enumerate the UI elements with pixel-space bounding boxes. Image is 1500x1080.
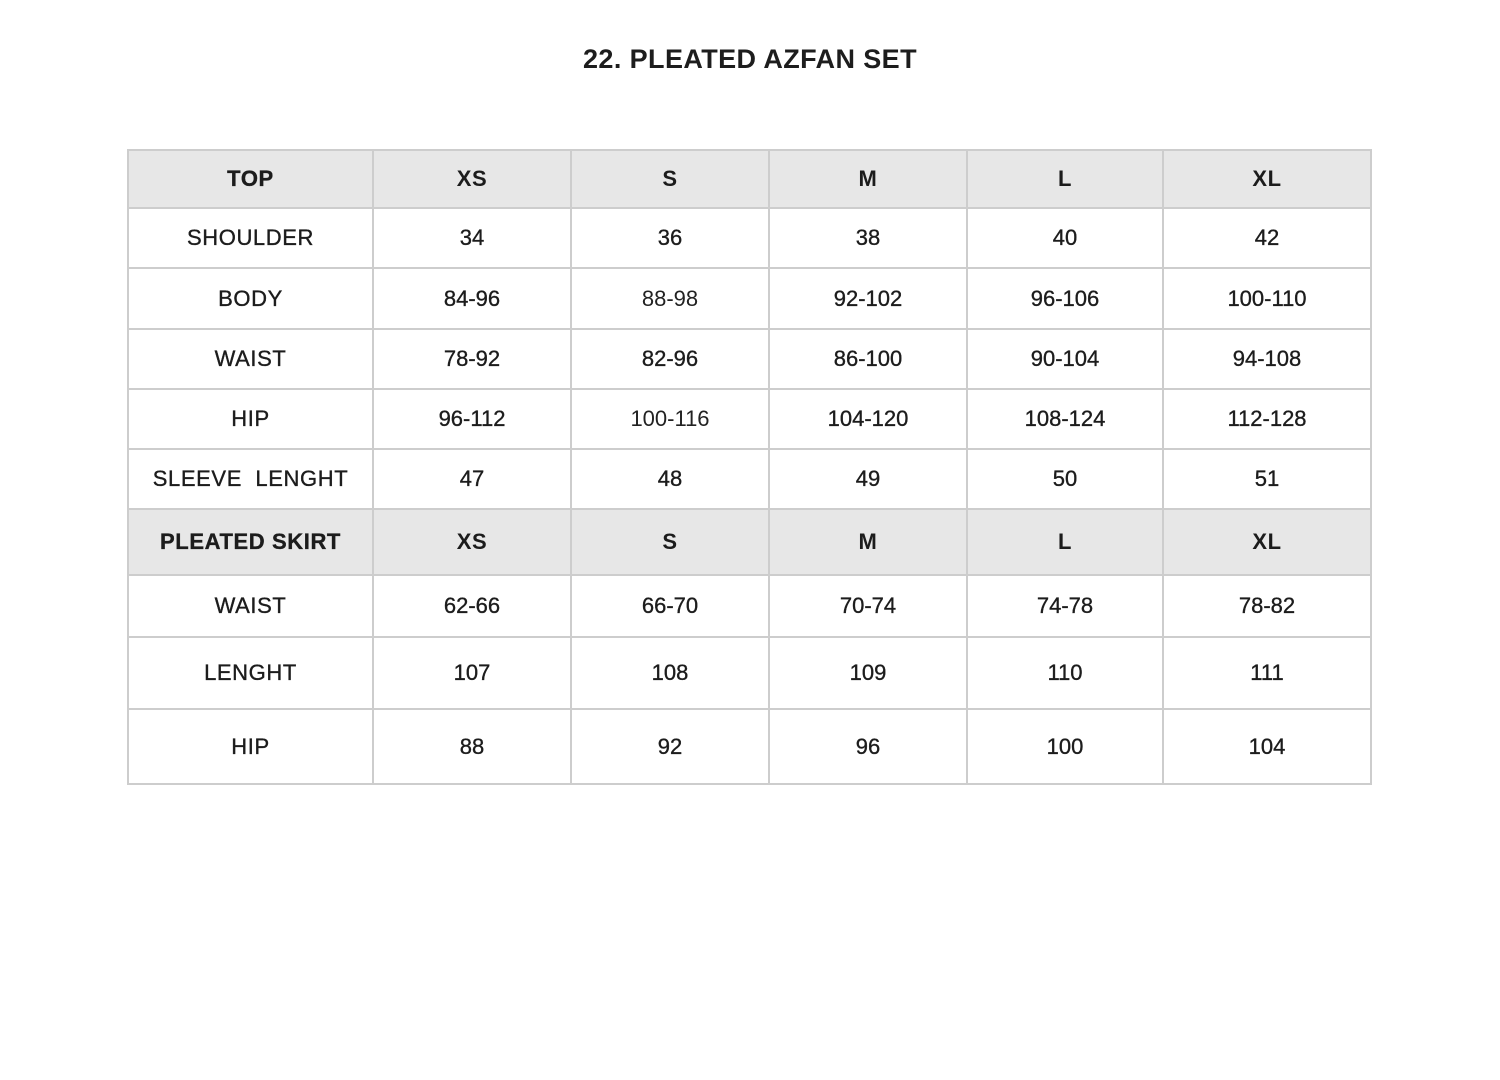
size-chart-table — [127, 149, 1372, 785]
measurement-value-cell: 48 — [571, 449, 769, 509]
measurement-value-cell: 47 — [373, 449, 571, 509]
measurement-value-cell: 96 — [769, 709, 967, 784]
measurement-value-cell: 111 — [1163, 637, 1371, 709]
measurement-value-cell: 38 — [769, 208, 967, 268]
section-header-cell: TOP — [128, 150, 373, 208]
measurement-value-cell: 100 — [967, 709, 1163, 784]
size-header-cell: S — [571, 509, 769, 575]
section-header-row — [128, 150, 1371, 208]
measurement-value-cell: 107 — [373, 637, 571, 709]
size-header-cell: XS — [373, 509, 571, 575]
measurement-value-cell: 100-110 — [1163, 268, 1371, 329]
section-header-cell: PLEATED SKIRT — [128, 509, 373, 575]
size-chart-body — [128, 150, 1371, 784]
measurement-label-cell: HIP — [128, 389, 373, 449]
measurement-value-cell: 88-98 — [571, 268, 769, 329]
size-header-cell: L — [967, 150, 1163, 208]
measurement-row — [128, 449, 1371, 509]
measurement-value-cell: 94-108 — [1163, 329, 1371, 389]
page-title: 22. PLEATED AZFAN SET — [583, 44, 917, 74]
measurement-value-cell: 78-92 — [373, 329, 571, 389]
measurement-row — [128, 637, 1371, 709]
measurement-value-cell: 40 — [967, 208, 1163, 268]
measurement-value-cell: 82-96 — [571, 329, 769, 389]
size-header-cell: XL — [1163, 509, 1371, 575]
measurement-value-cell: 90-104 — [967, 329, 1163, 389]
measurement-value-cell: 36 — [571, 208, 769, 268]
measurement-value-cell: 112-128 — [1163, 389, 1371, 449]
measurement-value-cell: 108-124 — [967, 389, 1163, 449]
measurement-row — [128, 709, 1371, 784]
measurement-value-cell: 92-102 — [769, 268, 967, 329]
measurement-value-cell: 49 — [769, 449, 967, 509]
size-header-cell: M — [769, 150, 967, 208]
measurement-value-cell: 86-100 — [769, 329, 967, 389]
measurement-value-cell: 92 — [571, 709, 769, 784]
measurement-value-cell: 108 — [571, 637, 769, 709]
measurement-value-cell: 104-120 — [769, 389, 967, 449]
measurement-value-cell: 74-78 — [967, 575, 1163, 637]
measurement-label-cell: SLEEVE LENGHT — [128, 449, 373, 509]
measurement-label-cell: WAIST — [128, 329, 373, 389]
size-header-cell: M — [769, 509, 967, 575]
measurement-value-cell: 34 — [373, 208, 571, 268]
measurement-row — [128, 208, 1371, 268]
measurement-value-cell: 50 — [967, 449, 1163, 509]
measurement-value-cell: 104 — [1163, 709, 1371, 784]
measurement-label-cell: SHOULDER — [128, 208, 373, 268]
measurement-value-cell: 96-106 — [967, 268, 1163, 329]
measurement-label-cell: BODY — [128, 268, 373, 329]
size-header-cell: XS — [373, 150, 571, 208]
size-header-cell: XL — [1163, 150, 1371, 208]
measurement-row — [128, 268, 1371, 329]
measurement-label-cell: WAIST — [128, 575, 373, 637]
measurement-row — [128, 575, 1371, 637]
measurement-value-cell: 78-82 — [1163, 575, 1371, 637]
measurement-label-cell: HIP — [128, 709, 373, 784]
measurement-value-cell: 96-112 — [373, 389, 571, 449]
measurement-value-cell: 66-70 — [571, 575, 769, 637]
measurement-value-cell: 84-96 — [373, 268, 571, 329]
measurement-value-cell: 70-74 — [769, 575, 967, 637]
measurement-value-cell: 100-116 — [571, 389, 769, 449]
measurement-label-cell: LENGHT — [128, 637, 373, 709]
measurement-row — [128, 389, 1371, 449]
measurement-row — [128, 329, 1371, 389]
measurement-value-cell: 109 — [769, 637, 967, 709]
section-header-row — [128, 509, 1371, 575]
measurement-value-cell: 62-66 — [373, 575, 571, 637]
measurement-value-cell: 110 — [967, 637, 1163, 709]
measurement-value-cell: 88 — [373, 709, 571, 784]
measurement-value-cell: 42 — [1163, 208, 1371, 268]
size-header-cell: L — [967, 509, 1163, 575]
measurement-value-cell: 51 — [1163, 449, 1371, 509]
size-header-cell: S — [571, 150, 769, 208]
